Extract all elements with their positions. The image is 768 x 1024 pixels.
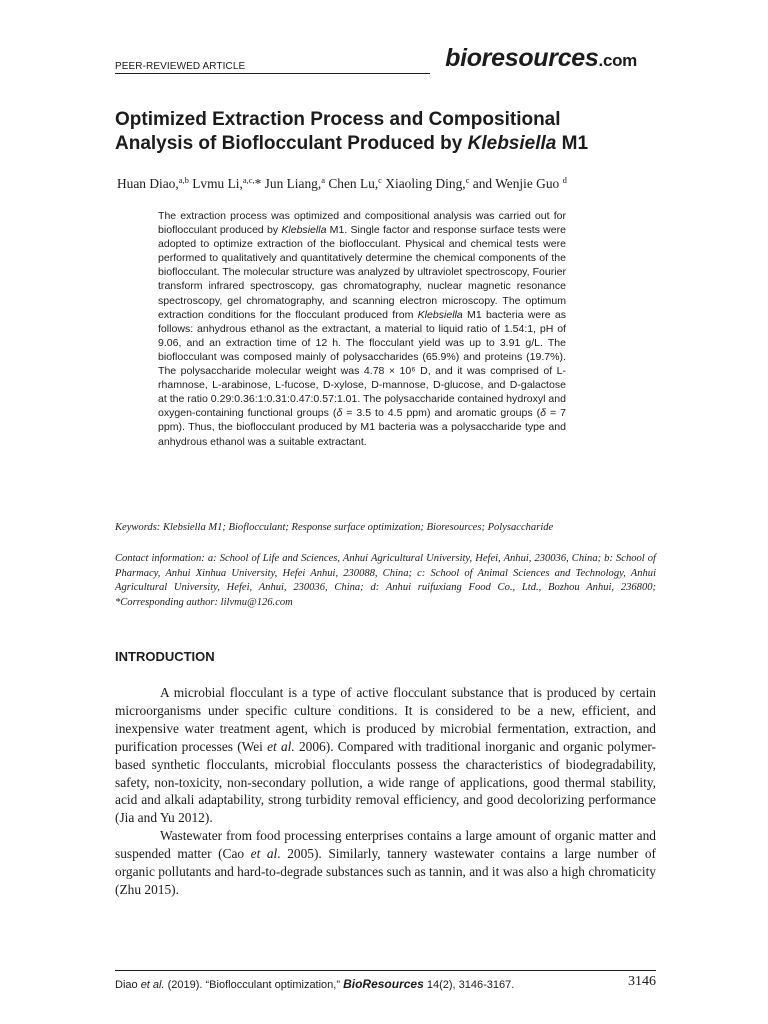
paragraph-text: . 2005). Similarly, tannery wastewater contains a large number of organic pollutants and hard-to-degrade substances such as tannin, and it was also a high chromaticity (Zhu 2015). [115,846,656,897]
introduction-body [115,684,656,899]
article-title [115,108,655,156]
author-affiliation: c [465,175,470,185]
paragraph-text: Wastewater from food processing enterprises contains a large amount of organic matter and suspended matter (Cao [115,828,656,862]
paragraph [115,827,656,899]
author-affiliation: a,b [178,175,189,185]
section-heading-introduction: INTRODUCTION [115,649,215,664]
abstract-text: M1. Single factor and response surface tests were adopted to optimize extraction of the bioflocculant. Physical and chemical tests were performed to qualitatively and quantitatively determine the chemical components of the bioflocculant. The molecular structure was analyzed by ultraviolet spectroscopy, Fourier transform infrared spectroscopy, gas chromatography, nuclear magnetic resonance spectroscopy, gel chromatography, and scanning electron microscopy. The optimum extraction conditions for the flocculant produced from [158,224,566,321]
author-name: Xiaoling Ding, [381,176,466,191]
citation-et-al: et al. [267,738,295,754]
contact-information: Contact information: a: School of Life and Sciences, Anhui Agricultural University, Hefei, Anhui, 230036, China; b: School of Pharmacy, Anhui Xinhua University, Hefei Anhui, 230088, China; c: School of Animal Sciences and Technology, Anhui Agricultural University, Hefei, Anhui, 230036, China; d: Anhui ruifuxiang Food Co., Ltd., Bozhou Anhui, 236800; *Corresponding author: lilvmu@126.com [115,553,656,608]
abstract-species: Klebsiella [281,224,327,237]
section-label: PEER-REVIEWED ARTICLE [115,61,246,72]
citation-et-al: et al. [140,979,165,991]
abstract-delta-symbol: δ [540,407,547,420]
title-line-2 [115,132,655,156]
title-species: Klebsiella [467,133,557,154]
abstract-delta-symbol: δ [336,407,343,420]
citation-et-al: et al [250,846,278,862]
citation-journal: BioResources [343,977,424,991]
author-affiliation: c [378,175,382,185]
journal-brand[interactable] [445,44,637,73]
title-strain: M1 [556,133,589,154]
abstract-species: Klebsiella [417,308,463,321]
author-affiliation: a [321,175,325,185]
title-line-1: Optimized Extraction Process and Compositional [115,109,561,130]
author-list [117,175,657,193]
paragraph-text: 2006). Compared with traditional inorganic and organic polymer-based synthetic flocculants, microbial flocculants possess the characteristics of biodegradability, safety, non-toxicity, non-secondary pollution, a wide range of applications, good thermal stability, acid and alkali adaptability, strong turbidity removal efficiency, and good decolorizing performance (Jia and Yu 2012). [115,738,657,826]
author-affiliation: d [562,175,567,185]
footer-citation [115,977,514,991]
brand-suffix: .com [598,51,637,70]
title-line-2-text: Analysis of Bioflocculant Produced by [115,133,468,154]
abstract-text: = 3.5 to 4.5 ppm) and aromatic groups ( [342,407,541,420]
author-affiliation: a,c, [242,175,255,185]
author-name: and Wenjie Guo [469,176,563,191]
author-name: * Jun Liang, [254,176,322,191]
page-number: 3146 [628,974,656,989]
paragraph [115,684,656,827]
header-rule [115,73,430,74]
abstract-text: M1 bacteria were as follows: anhydrous ethanol as the extractant, a material to liquid ratio of 1.54:1, pH of 9.06, and an extraction time of 12 h. The flocculant yield was up to 3.91 g/L. The bioflocculant was composed mainly of polysaccharides (65.9%) and proteins (19.7%). The polysaccharide molecular weight was 4.78 × 10⁶ D, and it was comprised of L-rhamnose, L-arabinose, L-fucose, D-xylose, D-mannose, D-glucose, and D-galactose at the ratio 0.29:0.36:1:0.31:0.47:0.57:1.01. The polysaccharide contained hydroxyl and oxygen-containing functional groups ( [158,308,566,420]
footer-rule [115,970,656,971]
author-name: Chen Lu, [324,176,379,191]
citation-author: Diao [115,979,141,991]
author-name: Huan Diao, [117,176,179,191]
brand-name: bioresources [445,44,599,72]
citation-volume: 14(2), 3146-3167. [423,979,515,991]
abstract-text: = 7 ppm). Thus, the bioflocculant produced by M1 bacteria was a polysaccharide type and anhydrous ethanol was a suitable extractant. [158,407,566,448]
keywords: Keywords: Klebsiella M1; Bioflocculant; Response surface optimization; Bioresources; Polysaccharide [115,522,554,533]
abstract-text: The extraction process was optimized and compositional analysis was carried out for bioflocculant produced by [158,210,566,237]
paragraph-text: A microbial flocculant is a type of active flocculant substance that is produced by certain microorganisms under specific culture conditions. It is considered to be a new, efficient, and inexpensive water treatment agent, which is produced by microbial fermentation, extraction, and purification processes (Wei [115,685,656,754]
citation-title: (2019). “Bioflocculant optimization,” [164,979,344,991]
author-name: Lvmu Li, [188,176,243,191]
abstract [158,209,566,449]
